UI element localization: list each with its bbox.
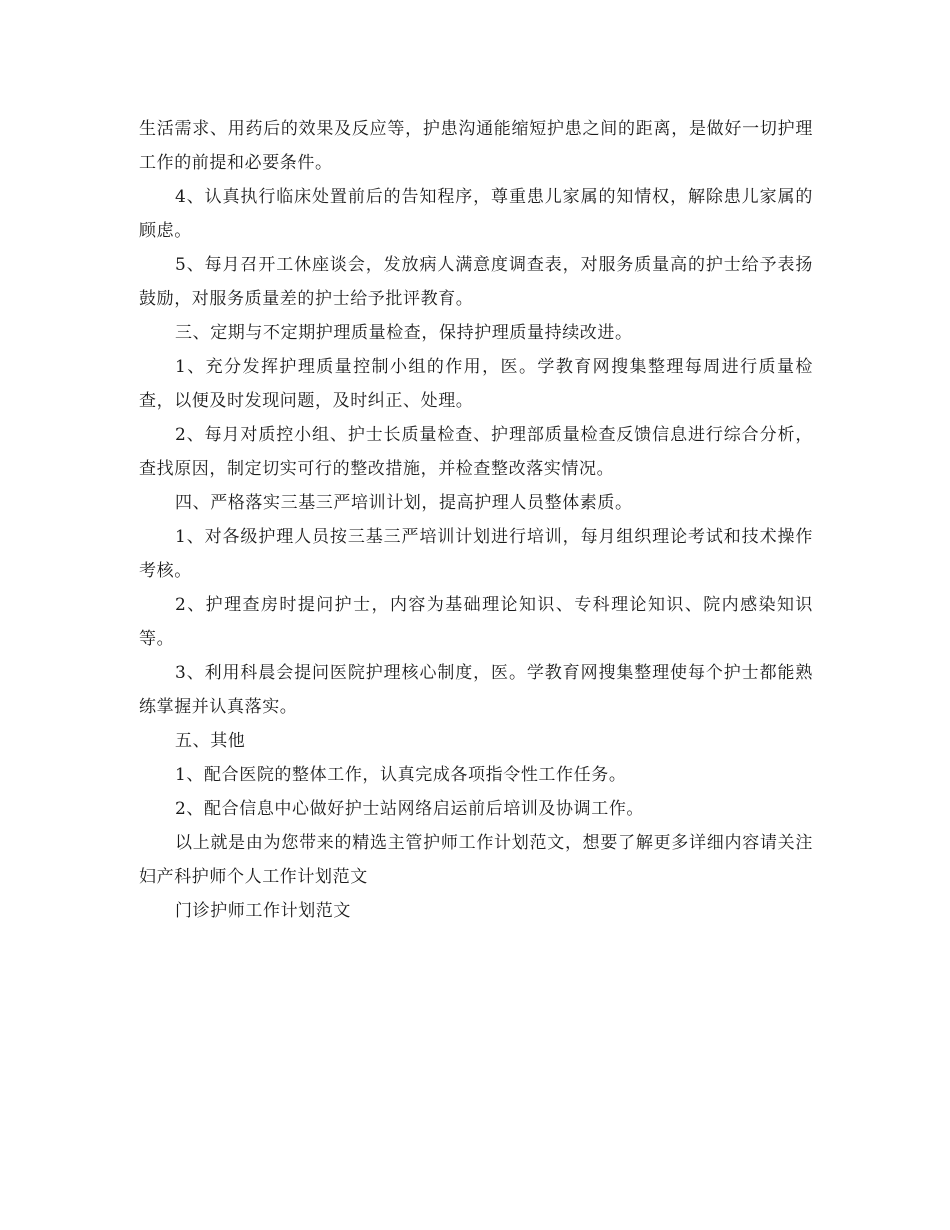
paragraph-2: 4、认真执行临床处置前后的告知程序，尊重患儿家属的知情权，解除患儿家属的顾虑。 [139,187,813,241]
paragraph-10: 3、利用科晨会提问医院护理核心制度，医。学教育网搜集整理使每个护士都能熟练掌握并认真落实。 [139,663,813,717]
paragraph-13: 2、配合信息中心做好护士站网络启运前后培训及协调工作。 [175,799,645,819]
paragraph-8: 1、对各级护理人员按三基三严培训计划进行培训，每月组织理论考试和技术操作考核。 [139,527,813,581]
paragraph-15: 门诊护师工作计划范文 [175,901,351,921]
paragraph-6: 2、每月对质控小组、护士长质量检查、护理部质量检查反馈信息进行综合分析，查找原因，制定切实可行的整改措施，并检查整改落实情况。 [139,425,813,479]
paragraph-14: 以上就是由为您带来的精选主管护师工作计划范文，想要了解更多详细内容请关注妇产科护师个人工作计划范文 [139,833,813,887]
document-body [139,112,813,928]
paragraph-3: 5、每月召开工休座谈会，发放病人满意度调查表，对服务质量高的护士给予表扬鼓励，对服务质量差的护士给予批评教育。 [139,255,813,309]
section-heading-5: 五、其他 [175,731,246,751]
section-heading-3: 三、定期与不定期护理质量检查，保持护理质量持续改进。 [175,323,633,343]
paragraph-9: 2、护理查房时提问护士，内容为基础理论知识、专科理论知识、院内感染知识等。 [139,595,813,649]
paragraph-12: 1、配合医院的整体工作，认真完成各项指令性工作任务。 [175,765,627,785]
section-heading-4: 四、严格落实三基三严培训计划，提高护理人员整体素质。 [175,493,633,513]
paragraph-1: 生活需求、用药后的效果及反应等，护患沟通能缩短护患之间的距离，是做好一切护理工作的前提和必要条件。 [139,119,813,173]
paragraph-5: 1、充分发挥护理质量控制小组的作用，医。学教育网搜集整理每周进行质量检查，以便及时发现问题，及时纠正、处理。 [139,357,813,411]
